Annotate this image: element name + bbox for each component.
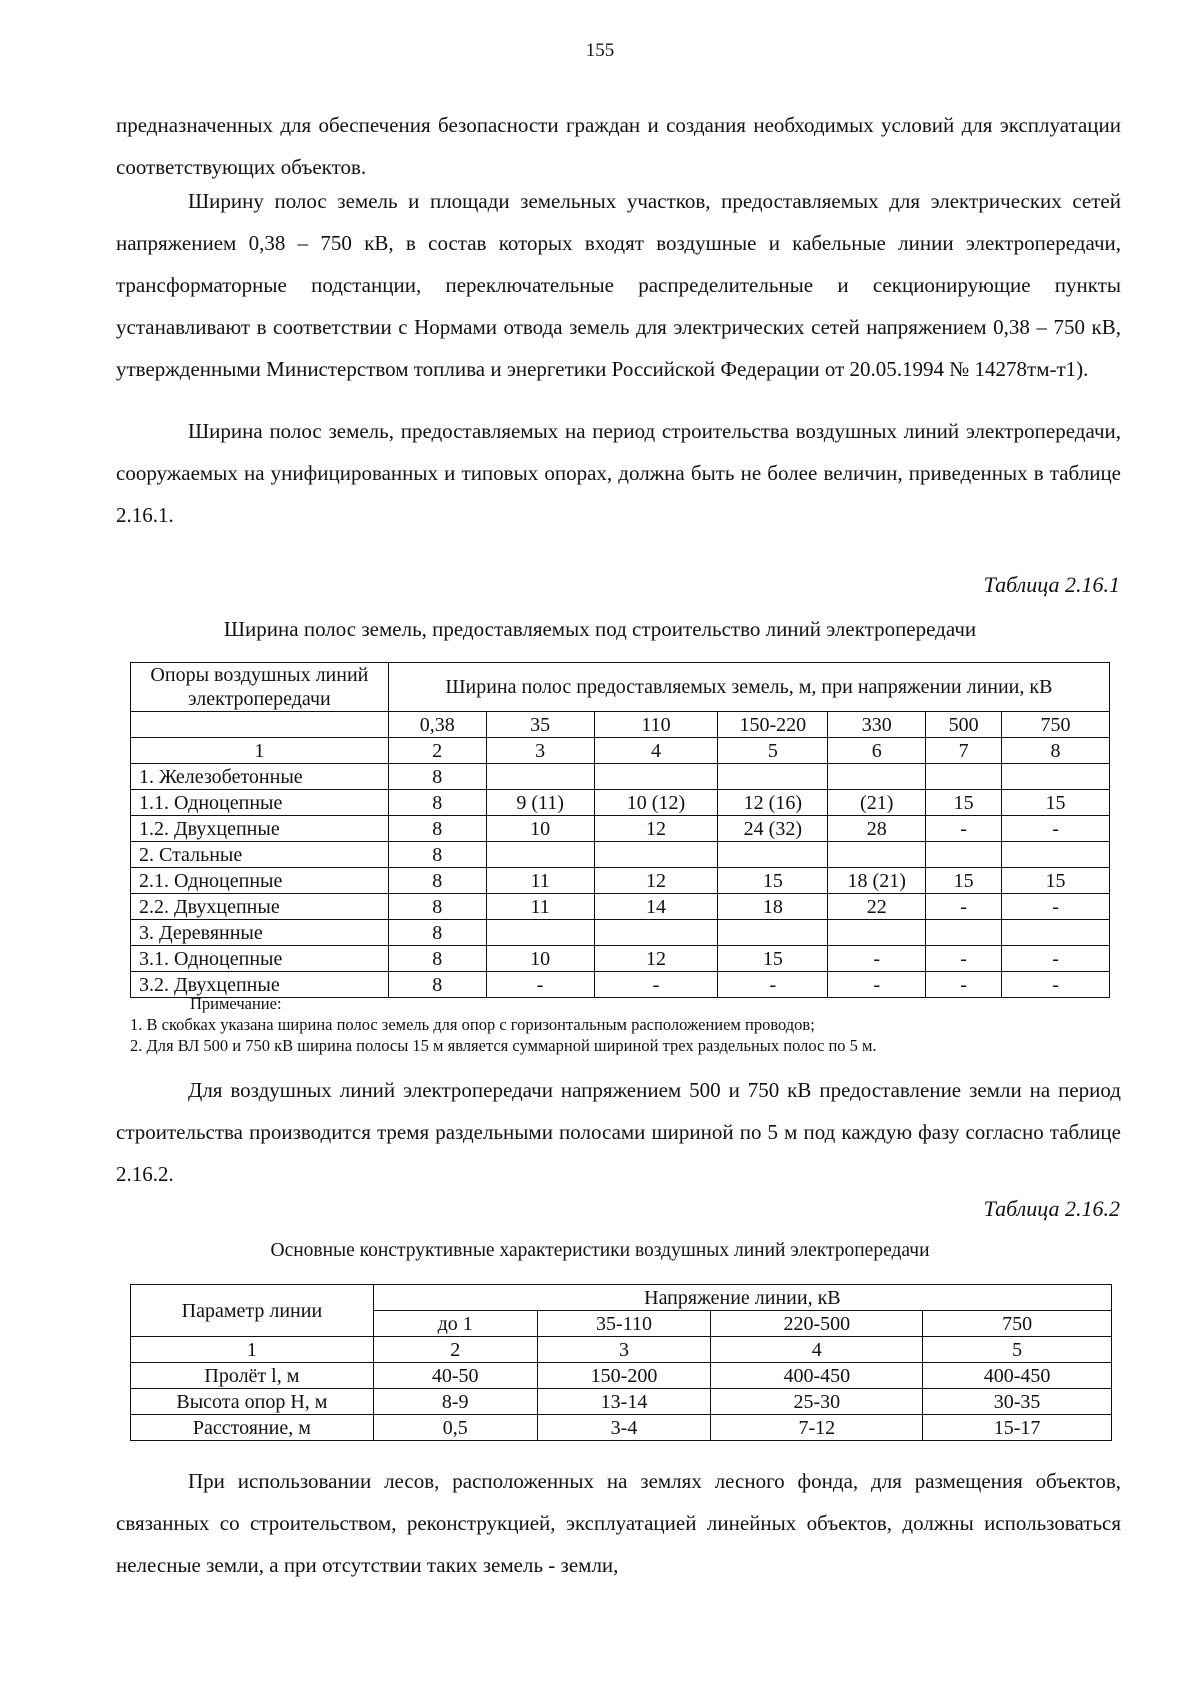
table-cell: 10 [486, 816, 594, 842]
table-cell: 0,5 [373, 1415, 537, 1441]
table-cell: 8-9 [373, 1389, 537, 1415]
table1-caption: Таблица 2.16.1 [983, 572, 1120, 597]
table2-colnum: 2 [373, 1337, 537, 1363]
table-cell [926, 764, 1002, 790]
table1-voltage: 750 [1002, 712, 1110, 738]
table2-colnum: 3 [537, 1337, 711, 1363]
table2-colnum: 4 [711, 1337, 923, 1363]
table-cell: 7-12 [711, 1415, 923, 1441]
table-cell [718, 842, 828, 868]
row-label: 1.1. Одноцепные [131, 790, 389, 816]
table-cell: 14 [594, 894, 718, 920]
row-label: 3.2. Двухцепные [131, 972, 389, 998]
paragraph-1: предназначенных для обеспечения безопасности граждан и создания необходимых условий для эксплуатации соответствующих объектов. [116, 113, 1121, 179]
table-row [131, 816, 1110, 842]
table-cell: 15 [718, 868, 828, 894]
table2-voltage: 750 [923, 1311, 1112, 1337]
paragraph-4: Для воздушных линий электропередачи напряжением 500 и 750 кВ предоставление земли на период строительства производится тремя раздельными полосами шириной по 5 м под каждую фазу согласно таблице 2.16.2. [116, 1078, 1121, 1186]
table-cell: - [828, 972, 926, 998]
table-cell: - [1002, 816, 1110, 842]
row-label: 3. Деревянные [131, 920, 389, 946]
table-cell: 10 (12) [594, 790, 718, 816]
table2-voltage: 35-110 [537, 1311, 711, 1337]
table1-header-supports-label: Опоры воздушных линий электропередачи [150, 664, 369, 710]
table1-colnum-row [131, 738, 1110, 764]
table1-colnum: 3 [486, 738, 594, 764]
table-cell: 15 [926, 790, 1002, 816]
table-cell: 8 [388, 920, 486, 946]
table-cell: (21) [828, 790, 926, 816]
table-cell: 150-200 [537, 1363, 711, 1389]
paragraph-2: Ширину полос земель и площади земельных участков, предоставляемых для электрических сетей напряжением 0,38 – 750 кВ, в состав которых входят воздушные и кабельные линии электропередачи, трансформаторные подстанции, переключательные распределительные и секционирующие пункты устанавливают в соответствии с Нормами отвода земель для электрических сетей напряжением 0,38 – 750 кВ, утвержденными Министерством топлива и энергетики Российской Федерации от 20.05.1994 № 14278тм-т1). [116, 189, 1121, 381]
page-number: 155 [585, 40, 615, 61]
table-cell: - [594, 972, 718, 998]
table-cell: 400-450 [923, 1363, 1112, 1389]
notes-title: Примечание: [190, 994, 282, 1013]
table-cell: 11 [486, 868, 594, 894]
table2-colnum: 1 [131, 1337, 374, 1363]
table2-caption: Таблица 2.16.2 [983, 1196, 1120, 1221]
row-label: 1. Железобетонные [131, 764, 389, 790]
table-cell: 15 [1002, 868, 1110, 894]
table1-header-width-group: Ширина полос предоставляемых земель, м, при напряжении линии, кВ [388, 663, 1109, 712]
table1-voltage: 150-220 [718, 712, 828, 738]
table2-voltage: 220-500 [711, 1311, 923, 1337]
table1-voltage: 0,38 [388, 712, 486, 738]
table-cell: 15 [926, 868, 1002, 894]
table-row [131, 868, 1110, 894]
table-cell: - [718, 972, 828, 998]
table1-colnum: 5 [718, 738, 828, 764]
table2-header-row [131, 1285, 1112, 1311]
line-characteristics-table [130, 1284, 1112, 1441]
row-label: 2. Стальные [131, 842, 389, 868]
table2-body [131, 1363, 1112, 1441]
table1-voltage: 500 [926, 712, 1002, 738]
table-cell: 12 [594, 946, 718, 972]
table2-header-parameter: Параметр линии [131, 1285, 374, 1337]
table-cell: 15 [718, 946, 828, 972]
table-cell [828, 842, 926, 868]
table1-colnum: 2 [388, 738, 486, 764]
table-cell: 8 [388, 946, 486, 972]
table-cell: 40-50 [373, 1363, 537, 1389]
row-label: 2.2. Двухцепные [131, 894, 389, 920]
table-row [131, 1415, 1112, 1441]
table1-voltage: 110 [594, 712, 718, 738]
table-cell: - [1002, 894, 1110, 920]
table-cell: 10 [486, 946, 594, 972]
table-cell: 8 [388, 842, 486, 868]
table-row [131, 790, 1110, 816]
table-cell: 18 (21) [828, 868, 926, 894]
table-cell: 18 [718, 894, 828, 920]
table1-notes [130, 993, 877, 1056]
table1-header-supports [131, 663, 389, 712]
table-cell: - [1002, 946, 1110, 972]
table-cell: - [926, 816, 1002, 842]
table-cell: 8 [388, 868, 486, 894]
table1-colnum: 7 [926, 738, 1002, 764]
table-row [131, 1389, 1112, 1415]
table-row [131, 1363, 1112, 1389]
table-cell: 25-30 [711, 1389, 923, 1415]
table-row [131, 946, 1110, 972]
table-cell: 12 [594, 868, 718, 894]
paragraph-5: При использовании лесов, расположенных на землях лесного фонда, для размещения объектов, связанных со строительством, реконструкцией, эксплуатацией линейных объектов, должны использоваться нелесные земли, а при отсутствии таких земель - земли, [116, 1469, 1121, 1577]
row-label: Расстояние, м [131, 1415, 374, 1441]
table-cell [594, 920, 718, 946]
table-row [131, 894, 1110, 920]
table-cell: 30-35 [923, 1389, 1112, 1415]
table-cell: - [486, 972, 594, 998]
table1-colnum: 8 [1002, 738, 1110, 764]
table-cell [486, 842, 594, 868]
table2-header-voltage-group: Напряжение линии, кВ [373, 1285, 1111, 1311]
table1-voltage: 35 [486, 712, 594, 738]
table-cell [718, 764, 828, 790]
row-label: 3.1. Одноцепные [131, 946, 389, 972]
table-cell [594, 764, 718, 790]
table-cell: 13-14 [537, 1389, 711, 1415]
table-cell: 15 [1002, 790, 1110, 816]
table-cell: 28 [828, 816, 926, 842]
table-cell: 12 (16) [718, 790, 828, 816]
table-cell [594, 842, 718, 868]
table-cell: 11 [486, 894, 594, 920]
table-cell: 9 (11) [486, 790, 594, 816]
table-row [131, 920, 1110, 946]
table-cell: - [926, 972, 1002, 998]
table-row [131, 842, 1110, 868]
note-1: 1. В скобках указана ширина полос земель для опор с горизонтальным расположением проводов; [130, 1015, 815, 1034]
table2-title: Основные конструктивные характеристики воздушных линий электропередачи [270, 1240, 930, 1261]
table-cell: 22 [828, 894, 926, 920]
table1-body [131, 764, 1110, 998]
table1-header-row [131, 663, 1110, 712]
table-cell: 12 [594, 816, 718, 842]
table-cell [486, 764, 594, 790]
note-2: 2. Для ВЛ 500 и 750 кВ ширина полосы 15 м является суммарной шириной трех раздельных полос по 5 м. [130, 1036, 877, 1055]
table-cell [926, 842, 1002, 868]
row-label: Пролёт l, м [131, 1363, 374, 1389]
table-row [131, 764, 1110, 790]
table2-colnum: 5 [923, 1337, 1112, 1363]
row-label: 1.2. Двухцепные [131, 816, 389, 842]
table-cell: 8 [388, 972, 486, 998]
row-label: 2.1. Одноцепные [131, 868, 389, 894]
table-cell [486, 920, 594, 946]
table1-voltage-row [131, 712, 1110, 738]
table-cell: 24 (32) [718, 816, 828, 842]
table-cell: 8 [388, 894, 486, 920]
table-cell [1002, 764, 1110, 790]
table-cell: - [926, 946, 1002, 972]
table1-title: Ширина полос земель, предоставляемых под строительство линий электропередачи [223, 617, 977, 641]
land-width-table [130, 662, 1110, 998]
table-cell: 8 [388, 816, 486, 842]
row-label: Высота опор Н, м [131, 1389, 374, 1415]
table-cell: - [828, 946, 926, 972]
table2-colnum-row [131, 1337, 1112, 1363]
table-cell: 15-17 [923, 1415, 1112, 1441]
table-cell [828, 920, 926, 946]
table-cell [718, 920, 828, 946]
table1-colnum: 1 [131, 738, 389, 764]
table-cell: 400-450 [711, 1363, 923, 1389]
table1-colnum: 6 [828, 738, 926, 764]
table-cell: 3-4 [537, 1415, 711, 1441]
table-cell [1002, 920, 1110, 946]
table-cell [828, 764, 926, 790]
table2-voltage: до 1 [373, 1311, 537, 1337]
table-cell: - [1002, 972, 1110, 998]
table-cell: - [926, 894, 1002, 920]
table1-colnum: 4 [594, 738, 718, 764]
table1-voltage-row-blank [131, 712, 389, 738]
paragraph-3: Ширина полос земель, предоставляемых на период строительства воздушных линий электропередачи, сооружаемых на унифицированных и типовых опорах, должна быть не более величин, приведенных в таблице 2.16.1. [116, 419, 1121, 527]
table-cell: 8 [388, 764, 486, 790]
table-cell [1002, 842, 1110, 868]
table1-voltage: 330 [828, 712, 926, 738]
table-cell: 8 [388, 790, 486, 816]
table-cell [926, 920, 1002, 946]
